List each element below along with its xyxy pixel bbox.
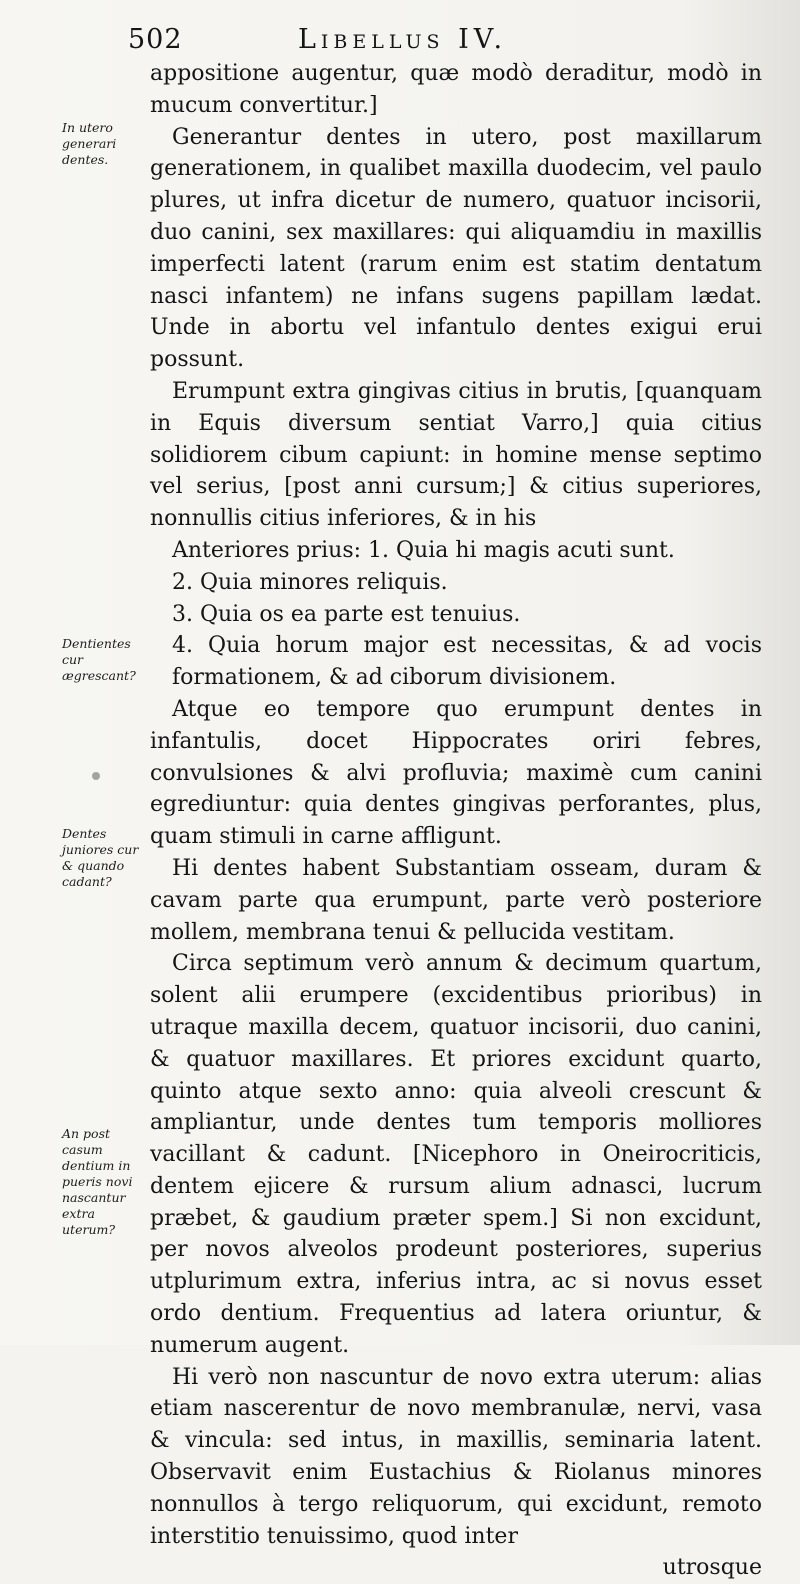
paragraph-circa: Circa septimum verò annum & decimum quartum, solent alii erumpere (excidentibus prioribus) in utraque maxilla decem, quatuor incisorii, duo canini, & quatuor maxillares. Et priores excidunt quarto, quinto atque sexto anno: quia alveoli crescunt & ampliantur, unde dentes tum temporis molliores vacillant & cadunt. [Nicephoro in Oneirocriticis, dentem ejicere & rursum alium adnasci, lucrum præbet, & gaudium præter spem.] Si non excidunt, per novos alveolos prodeunt posteriores, superius utplurimum extra, inferius intra, ac si novus esset ordo dentium. Frequentius ad latera oriuntur, & numerum augent.: [150, 951, 762, 1358]
paragraph-atque: Atque eo tempore quo erumpunt dentes in infantulis, docet Hippocrates oriri febres, convulsiones & alvi profluvia; maximè cum canini egrediuntur: quia dentes gingivas perforantes, plus, quam stimuli in carne affligunt.: [150, 696, 762, 850]
list-item-2: 2. Quia minores reliquis.: [172, 569, 448, 595]
margin-note-in-utero: In utero generari dentes.: [62, 120, 117, 167]
running-header: [128, 24, 688, 58]
paragraph-generantur: Generantur dentes in utero, post maxillarum generationem, in qualibet maxilla duodecim, vel paulo plures, ut infra dicetur de numero, quatuor incisorii, duo canini, sex maxillares: qui aliquamdiu in maxillis imperfecti latent (rarum enim est statim dentatum nasci infantem) ne infans sugens papillam lædat. Unde in abortu vel infantulo dentes exigui erui possunt.: [150, 124, 762, 373]
margin-note-an-post-casum: An post casum dentium in pueris novi nascantur extra uterum?: [62, 1126, 133, 1237]
page-title: Libellus IV.: [298, 24, 508, 55]
page-number: 502: [128, 24, 183, 55]
paragraph-erumpunt: Erumpunt extra gingivas citius in brutis, [quanquam in Equis diversum sentiat Varro,] quia citius solidiorem cibum capiunt: in homine mense septimo vel serius, [post anni cursum;] & citius superiores, nonnullis citius inferiores, & in his: [150, 378, 762, 532]
paragraph-hi-vero: Hi verò non nascuntur de novo extra uterum: alias etiam nascerentur de novo membranulæ, nervi, vasa & vincula: sed intus, in maxillis, seminaria latent. Observavit enim Eustachius & Riolanus minores nonnullos à tergo reliquorum, qui excidunt, remoto interstitio tenuissimo, quod inter: [150, 1364, 762, 1549]
margin-note-dentes-juniores: Dentes juniores cur & quando cadant?: [62, 826, 139, 889]
paragraph-continuation: appositione augentur, quæ modò deraditur, modò in mucum convertitur.]: [150, 61, 762, 118]
list-item-3: 3. Quia os ea parte est tenuius.: [172, 601, 521, 627]
ink-smudge: [92, 772, 100, 780]
margin-note-dentientes: Dentientes cur ægrescant?: [62, 636, 136, 683]
list-item-4: 4. Quia horum major est necessitas, & ad vocis formationem, & ad ciborum divisionem.: [172, 633, 762, 691]
list-item-1: Anteriores prius: 1. Quia hi magis acuti sunt.: [172, 537, 675, 563]
catchword: utrosque: [662, 1555, 762, 1581]
body-text: [150, 58, 762, 1584]
paragraph-hi-dentes: Hi dentes habent Substantiam osseam, duram & cavam parte qua erumpunt, parte verò posteriore mollem, membrana tenui & pellucida vestitam.: [150, 855, 762, 945]
